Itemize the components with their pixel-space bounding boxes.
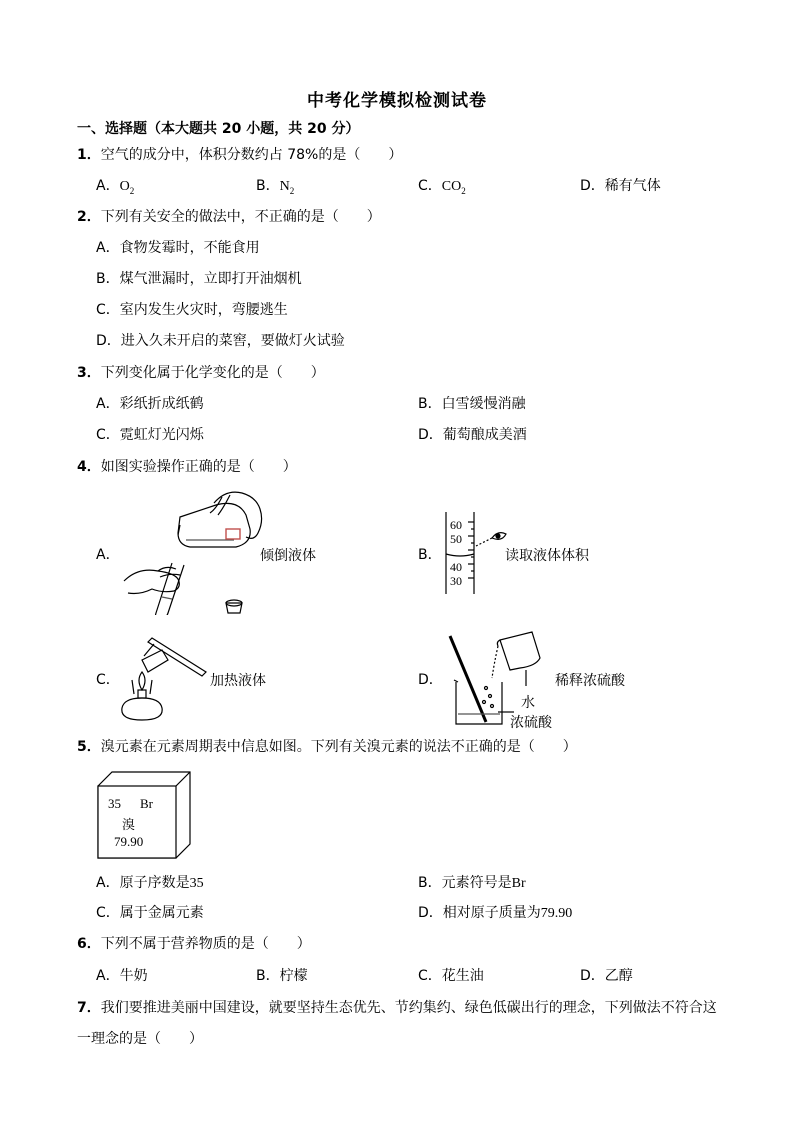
option-1c xyxy=(418,177,466,200)
option-text: 稀有气体 xyxy=(604,178,661,194)
element-card-figure xyxy=(96,770,192,862)
section-title: 一、选择题（本大题共 20 小题，共 20 分） xyxy=(77,121,360,137)
question-text: 如图实验操作正确的是（ ） xyxy=(100,459,297,475)
question-2 xyxy=(77,208,381,226)
option-value: 79.90 xyxy=(540,906,573,921)
question-number: 4． xyxy=(77,459,101,475)
question-text: 下列变化属于化学变化的是（ ） xyxy=(100,365,325,381)
option-value: Br xyxy=(511,876,526,891)
option-2a: A．食物发霉时，不能食用 xyxy=(96,240,260,256)
pouring-liquid-figure xyxy=(118,485,268,615)
cylinder-tick-40: 40 xyxy=(450,560,462,574)
heating-liquid-figure xyxy=(114,632,210,722)
option-3b: B．白雪缓慢消融 xyxy=(418,396,526,412)
option-2c: C．室内发生火灾时，弯腰逃生 xyxy=(96,302,288,318)
element-mass: 79.90 xyxy=(114,834,144,849)
question-text: 下列不属于营养物质的是（ ） xyxy=(100,936,311,952)
element-symbol: Br xyxy=(140,796,153,811)
option-4d-letter: D． xyxy=(418,672,443,688)
option-text: D．相对原子质量为 xyxy=(418,905,541,921)
option-1a xyxy=(96,177,134,200)
question-number: 1． xyxy=(77,147,101,163)
question-5 xyxy=(77,738,577,756)
cylinder-tick-30: 30 xyxy=(450,574,462,588)
option-6c: C．花生油 xyxy=(418,968,484,984)
option-2b: B．煤气泄漏时，立即打开油烟机 xyxy=(96,271,302,287)
option-5b xyxy=(418,874,526,893)
option-2d: D．进入久未开启的菜窖，要做灯火试验 xyxy=(96,333,345,349)
question-7-continued: 一理念的是（ ） xyxy=(77,1031,203,1047)
formula: N xyxy=(279,179,290,194)
figure-label: 读取液体体积 xyxy=(505,548,589,564)
formula-subscript: 2 xyxy=(289,185,295,196)
option-letter: B． xyxy=(256,178,280,194)
option-value: 35 xyxy=(189,876,204,891)
option-6a: A．牛奶 xyxy=(96,968,148,984)
option-5d xyxy=(418,904,572,923)
question-number: 6． xyxy=(77,936,101,952)
formula: CO xyxy=(441,179,462,194)
question-7 xyxy=(77,999,717,1017)
option-1d xyxy=(580,177,661,195)
question-number: 2． xyxy=(77,209,101,225)
acid-label: 浓硫酸 xyxy=(510,715,552,731)
element-name: 溴 xyxy=(122,818,136,833)
question-number: 3． xyxy=(77,365,101,381)
question-number: 5． xyxy=(77,739,101,755)
question-6 xyxy=(77,935,311,953)
option-5c: C．属于金属元素 xyxy=(96,905,204,921)
figure-label: 倾倒液体 xyxy=(260,548,316,564)
option-3c: C．霓虹灯光闪烁 xyxy=(96,427,204,443)
formula: O xyxy=(119,179,130,194)
question-4 xyxy=(77,458,297,476)
figure-label: 加热液体 xyxy=(210,673,266,689)
question-number: 7． xyxy=(77,1000,101,1016)
option-letter: A． xyxy=(96,178,120,194)
cylinder-tick-50: 50 xyxy=(450,532,462,546)
page-title: 中考化学模拟检测试卷 xyxy=(307,91,487,111)
option-4a-letter: A． xyxy=(96,547,120,563)
water-label: 水 xyxy=(521,695,535,711)
option-6d: D．乙醇 xyxy=(580,968,633,984)
option-3d: D．葡萄酿成美酒 xyxy=(418,427,527,443)
option-4b-letter: B． xyxy=(418,547,442,563)
formula-subscript: 2 xyxy=(129,185,135,196)
question-text: 我们要推进美丽中国建设，就要坚持生态优先、节约集约、绿色低碳出行的理念，下列做法不符合这 xyxy=(100,1000,717,1016)
question-3 xyxy=(77,364,325,382)
element-atomic-number: 35 xyxy=(108,796,121,811)
option-4c-letter: C． xyxy=(96,672,120,688)
question-text: 溴元素在元素周期表中信息如图。下列有关溴元素的说法不正确的是（ ） xyxy=(100,739,577,755)
option-3a: A．彩纸折成纸鹤 xyxy=(96,396,204,412)
formula-subscript: 2 xyxy=(461,185,466,196)
question-text: 空气的成分中，体积分数约占 78%的是（ ） xyxy=(100,147,403,163)
option-5a xyxy=(96,874,204,893)
figure-label: 稀释浓硫酸 xyxy=(555,673,625,689)
question-text: 下列有关安全的做法中，不正确的是（ ） xyxy=(100,209,381,225)
option-text: A．原子序数是 xyxy=(96,875,190,891)
cylinder-tick-60: 60 xyxy=(450,518,462,532)
option-text: B．元素符号是 xyxy=(418,875,512,891)
option-6b: B．柠檬 xyxy=(256,968,308,984)
option-1b xyxy=(256,177,294,200)
question-1 xyxy=(77,146,402,164)
option-letter: C． xyxy=(418,178,442,194)
option-letter: D． xyxy=(580,178,605,194)
